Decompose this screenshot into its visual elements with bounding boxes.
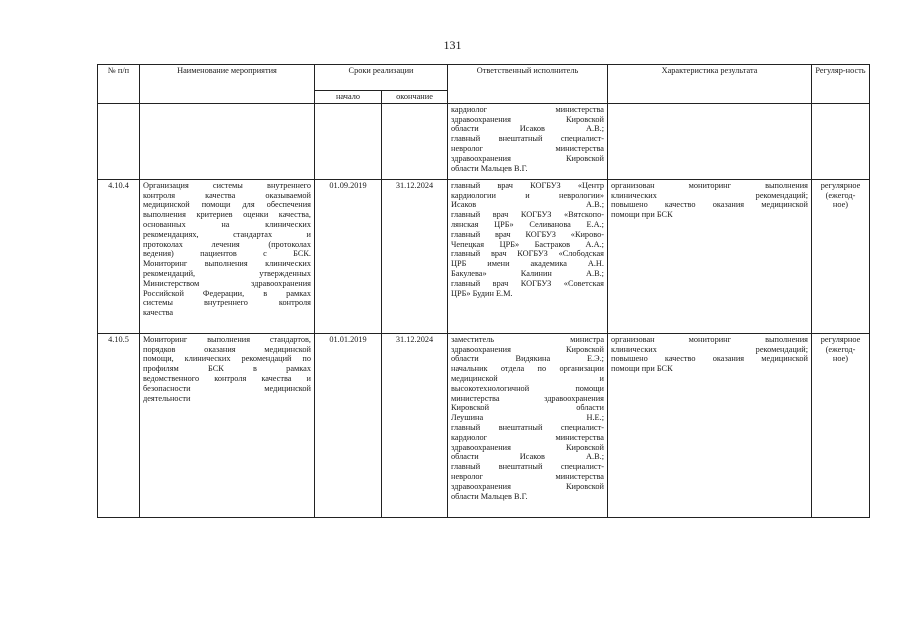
text-line: главный врач КОГБУЗ «Слободская [451,249,604,259]
text-line: главный врач КОГБУЗ «Советская [451,278,604,288]
cell-regularity [812,179,870,333]
text-line: Министерством здравоохранения [143,278,311,288]
text-line: Бакулева» Калинин А.В.; [451,268,604,278]
text-line: невролог министерства [451,471,604,481]
measures-table [97,64,870,518]
table-row [98,103,870,179]
text-line: организован мониторинг выполнения [611,334,808,344]
text-line: ное) [832,354,849,364]
text-line: невролог министерства [451,143,604,153]
text-line: системы внутреннего контроля [143,298,311,308]
text-line: Мониторинг выполнения клинических [143,259,311,269]
text-line: главный врач КОГБУЗ «Центр [451,180,604,190]
text-line: (ежегод- [825,344,856,354]
header-period: Сроки реализации [315,65,448,91]
text-line: главный внештатный специалист- [451,134,604,144]
cell-responsible [448,179,608,333]
header-result: Характеристика результата [608,65,812,104]
text-line: помощи, клинических рекомендаций по [143,354,311,364]
cell-responsible [448,333,608,517]
text-line: Леушина Н.Е.; [451,413,604,423]
text-line: начальник отдела по организации [451,364,604,374]
text-line: области Исаков А.В.; [451,124,604,134]
text-line: организован мониторинг выполнения [611,180,808,190]
text-line: кардиологии и неврологии» [451,190,604,200]
text-line: Мониторинг выполнения стандартов, [143,334,311,344]
text-line: области Видякина Е.Э.; [451,354,604,364]
text-line: Исаков А.В.; [451,200,604,210]
text-line: Организация системы внутреннего [143,180,311,190]
text-line: Чепецкая ЦРБ» Бастраков А.А.; [451,239,604,249]
header-regularity: Регуляр-ность [812,65,870,104]
cell-result [608,179,812,333]
text-line: области Мальцев В.Г. [451,163,528,173]
text-line: регулярное [820,180,861,190]
page-number: 131 [443,38,462,52]
cell-number: 4.10.4 [98,179,140,333]
text-line: регулярное [820,334,861,344]
cell-result [608,103,812,179]
text-line: главный врач КОГБУЗ «Кирово- [451,229,604,239]
text-line: кардиолог министерства [451,104,604,114]
text-line: клинических рекомендаций; [611,190,808,200]
cell-start-date: 01.09.2019 [315,179,382,333]
text-line: помощи при БСК [611,210,673,220]
text-line: Российской Федерации, в рамках [143,288,311,298]
text-line: ведения) пациентов с БСК. [143,249,311,259]
text-line: области Мальцев В.Г. [451,491,528,501]
text-line: выполнения критериев оценки качества, [143,210,311,220]
text-line: министерства здравоохранения [451,393,604,403]
text-line: ЦРБ» Будин Е.М. [451,288,513,298]
header-number: № п/п [98,65,140,104]
text-line: главный внештатный специалист- [451,462,604,472]
text-line: протоколах лечения (протоколах [143,239,311,249]
cell-regularity [812,103,870,179]
text-line: безопасности медицинской [143,383,311,393]
text-line: Кировской области [451,403,604,413]
text-line: заместитель министра [451,334,604,344]
cell-start-date [315,103,382,179]
text-line: главный врач КОГБУЗ «Вятскопо- [451,210,604,220]
text-line: профилям БСК в рамках [143,364,311,374]
cell-number: 4.10.5 [98,333,140,517]
text-line: кардиолог министерства [451,432,604,442]
text-line: области Исаков А.В.; [451,452,604,462]
text-line: медицинской помощи для обеспечения [143,200,311,210]
text-line: повышено качество оказания медицинской [611,354,808,364]
text-line: здравоохранения Кировской [451,114,604,124]
text-line: контроля качества оказываемой [143,190,311,200]
text-line: (ежегод- [825,190,856,200]
text-line: ЦРБ имени академика А.Н. [451,259,604,269]
text-line: здравоохранения Кировской [451,481,604,491]
cell-responsible [448,103,608,179]
text-line: деятельности [143,393,191,403]
text-line: клинических рекомендаций; [611,344,808,354]
text-line: здравоохранения Кировской [451,153,604,163]
cell-measure-name [140,103,315,179]
text-line: здравоохранения Кировской [451,442,604,452]
header-responsible: Ответственный исполнитель [448,65,608,104]
text-line: медицинской и [451,373,604,383]
header-end: окончание [382,91,448,104]
cell-end-date: 31.12.2024 [382,333,448,517]
text-line: рекомендациях, стандартах и [143,229,311,239]
cell-end-date: 31.12.2024 [382,179,448,333]
cell-end-date [382,103,448,179]
text-line: здравоохранения Кировской [451,344,604,354]
text-line: ное) [832,200,849,210]
text-line: главный внештатный специалист- [451,422,604,432]
cell-regularity [812,333,870,517]
cell-start-date: 01.01.2019 [315,333,382,517]
text-line: порядков оказания медицинской [143,344,311,354]
text-line: ведомственного контроля качества и [143,373,311,383]
table-row [98,179,870,333]
text-line: лянская ЦРБ» Селиванова Е.А.; [451,219,604,229]
text-line: качества [143,308,174,318]
cell-result [608,333,812,517]
cell-measure-name [140,179,315,333]
header-name: Наименование мероприятия [140,65,315,104]
text-line: основанных на клинических [143,219,311,229]
cell-measure-name [140,333,315,517]
cell-number [98,103,140,179]
header-start: начало [315,91,382,104]
text-line: высокотехнологичной помощи [451,383,604,393]
text-line: рекомендаций, утвержденных [143,268,311,278]
table-row [98,333,870,517]
text-line: повышено качество оказания медицинской [611,200,808,210]
text-line: помощи при БСК [611,364,673,374]
